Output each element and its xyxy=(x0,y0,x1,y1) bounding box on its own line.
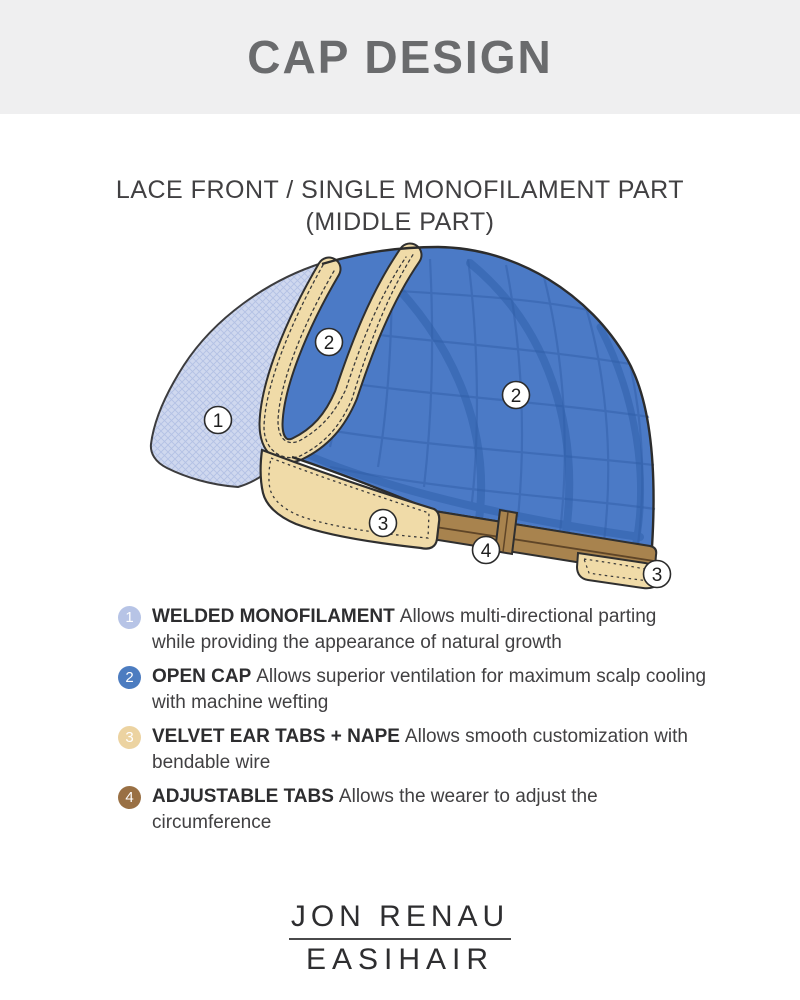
legend-badge-2: 2 xyxy=(118,666,141,689)
cap-illustration xyxy=(120,242,690,600)
legend-label: WELDED MONOFILAMENT xyxy=(152,606,395,627)
legend-badge-3: 3 xyxy=(118,726,141,749)
cap-diagram xyxy=(0,242,800,600)
callout-ear-tab xyxy=(370,510,397,537)
brand-name: JON RENAU xyxy=(290,900,510,933)
legend-item-welded-monofilament xyxy=(118,604,718,656)
page-title: CAP DESIGN xyxy=(247,31,553,83)
legend-line2: bendable wire xyxy=(152,752,271,773)
svg-text:2: 2 xyxy=(510,386,522,407)
brand-divider xyxy=(289,938,511,940)
callout-adjustable-tabs xyxy=(473,537,500,564)
brand-logo xyxy=(0,900,800,977)
legend-line1 xyxy=(152,784,718,836)
legend-line2: while providing the appearance of natural growth xyxy=(152,632,562,653)
svg-text:3: 3 xyxy=(651,565,663,586)
legend-line1 xyxy=(152,604,656,630)
legend-desc: Allows superior ventilation for maximum scalp cooling xyxy=(256,666,707,687)
diagram-title xyxy=(0,174,800,238)
brand-collection: EASIHAIR xyxy=(305,943,495,976)
legend-item-open-cap xyxy=(118,664,718,716)
legend-label: VELVET EAR TABS + NAPE xyxy=(152,726,400,747)
svg-text:2: 2 xyxy=(323,333,335,354)
legend-desc: Allows multi-directional parting xyxy=(399,606,657,627)
callout-open-cap-front xyxy=(316,329,343,356)
diagram-title-line1: LACE FRONT / SINGLE MONOFILAMENT PART xyxy=(115,176,685,204)
legend-desc: Allows smooth customization with xyxy=(404,726,688,747)
header-bar xyxy=(0,0,800,114)
callout-nape-tab xyxy=(644,561,671,588)
legend-label: ADJUSTABLE TABS xyxy=(152,786,334,807)
legend-badge-1: 1 xyxy=(118,606,141,629)
legend xyxy=(118,604,718,836)
legend-label: OPEN CAP xyxy=(152,666,252,687)
svg-text:3: 3 xyxy=(377,514,389,535)
legend-desc: Allows the wearer to adjust the circumference xyxy=(152,786,598,833)
callout-open-cap-main xyxy=(503,382,530,409)
legend-line2: with machine wefting xyxy=(152,692,329,713)
callout-lace-front xyxy=(205,407,232,434)
legend-line1 xyxy=(152,664,706,690)
legend-item-velvet-ear-tabs xyxy=(118,724,718,776)
legend-item-adjustable-tabs xyxy=(118,784,718,836)
svg-text:1: 1 xyxy=(212,411,224,432)
legend-badge-4: 4 xyxy=(118,786,141,809)
diagram-title-line2: (MIDDLE PART) xyxy=(305,208,495,236)
legend-line1 xyxy=(152,724,688,750)
svg-text:4: 4 xyxy=(480,541,492,562)
